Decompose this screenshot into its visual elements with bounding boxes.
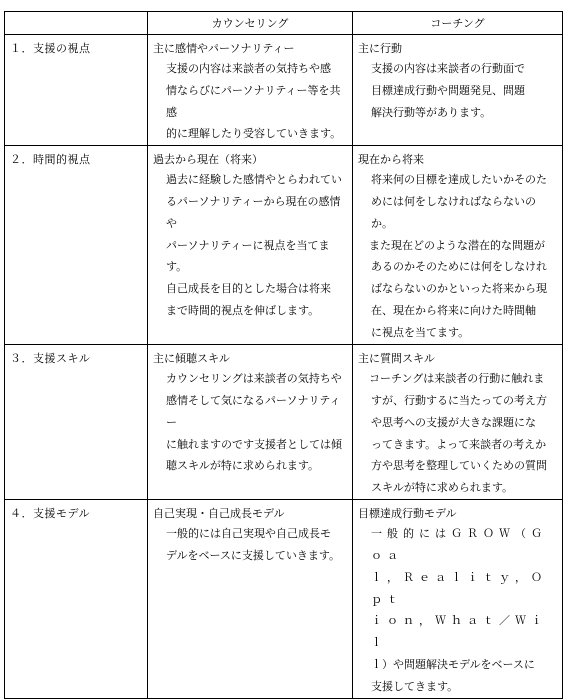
coaching-line: また現在どのような潜在的な問題が [369,238,545,252]
counseling-line: カウンセリングは来談者の気持ちや [166,372,342,386]
coaching-line: あるのかそのためには何をしなけれ [371,260,547,274]
counseling-line: に触れますのです支援者としては傾 [166,437,342,451]
counseling-cell [148,500,353,698]
coaching-line: コーチングは来談者の行動に触れま [369,372,545,386]
counseling-line: 支援の内容は来談者の気持ちや感 [166,62,331,75]
coaching-line: 方や思考を整理していくための質問 [371,459,547,473]
coaching-line: 解決行動等があります。 [371,105,492,119]
counseling-cell [148,35,353,146]
row-name: ４．支援モデル [10,507,90,521]
counseling-line: るパーソナリティーから現在の感情や [166,194,341,230]
coaching-line: すが、行動するに当たっての考え方 [371,393,547,407]
counseling-line: 情ならびにパーソナリティー等を共感 [166,83,341,119]
row-name-cell [5,500,148,698]
row-name-cell [5,35,148,146]
counseling-line: 的に理解したり受容していきます。 [166,127,342,141]
table-row [5,146,563,345]
table-row [5,35,563,146]
coaching-cell [353,345,563,500]
counseling-title: 主に感情やパーソナリティー [153,42,295,55]
header-coaching: コーチング [353,12,563,35]
coaching-title: 現在から将来 [358,153,424,167]
comparison-table [4,11,563,699]
counseling-line: パーソナリティーに視点を当てます。 [166,238,330,274]
coaching-line: や思考への支援が大きな課題にな [371,415,536,429]
row-name: ２．時間的視点 [10,153,91,167]
coaching-title: 目標達成行動モデル [358,507,457,521]
coaching-line: ｌ）や問題解決モデルをベースに [371,657,535,671]
header-row [5,12,563,35]
counseling-title: 自己実現・自己成長モデル [153,507,285,521]
coaching-line: めには何をしなければならないの [371,194,536,208]
coaching-line: 一般的にはＧＲＯＷ（Ｇｏａ [371,527,547,562]
counseling-line: 一般的には自己実現や自己成長モ [166,527,331,541]
coaching-line: ｉｏｎ，Ｗｈａｔ／Ｗｉｌ [371,614,547,650]
table-row [5,345,563,500]
coaching-line: ｌ，Ｒｅａｌｉｔｙ，Ｏｐｔ [371,570,547,606]
coaching-line: 支援の内容は来談者の行動面で [371,62,525,75]
counseling-line: 聴スキルが特に求められます。 [166,459,320,473]
coaching-line: に視点を当てます。 [371,325,470,339]
coaching-line: 在、現在から将来に向けた時間軸 [371,303,536,317]
row-name-cell [5,146,148,345]
coaching-line: ってきます。よって来談者の考えか [371,437,547,451]
coaching-cell [353,146,563,345]
header-counseling: カウンセリング [148,12,353,35]
counseling-title: 過去から現在（将来） [153,153,263,167]
counseling-line: 過去に経験した感情やとらわれてい [166,173,342,187]
coaching-line: スキルが特に求められます。 [371,481,514,495]
row-name: １．支援の視点 [10,42,91,55]
coaching-line: 支援してきます。 [371,679,459,693]
counseling-cell [148,345,353,500]
row-name: ３．支援スキル [10,352,91,366]
coaching-title: 主に行動 [358,42,402,55]
coaching-line: 将来何の目標を達成したいかそのた [371,173,547,187]
coaching-line: 目標達成行動や問題発見、問題 [371,83,525,97]
table-row [5,500,563,698]
counseling-cell [148,146,353,345]
counseling-line: 自己成長を目的とした場合は将来 [166,282,331,296]
counseling-line: デルをベースに支援していきます。 [166,548,341,562]
coaching-title: 主に質問スキル [358,352,435,366]
coaching-cell [353,500,563,698]
counseling-line: 感情そして気になるパーソナリティー [166,393,341,429]
header-blank-cell [5,12,148,35]
counseling-line: まで時間的視点を伸ばします。 [166,303,320,317]
counseling-title: 主に傾聴スキル [153,352,230,366]
coaching-cell [353,35,563,146]
row-name-cell [5,345,148,500]
coaching-line: か。 [371,216,393,230]
coaching-line: ばならないのかといった将来から現 [371,282,547,296]
